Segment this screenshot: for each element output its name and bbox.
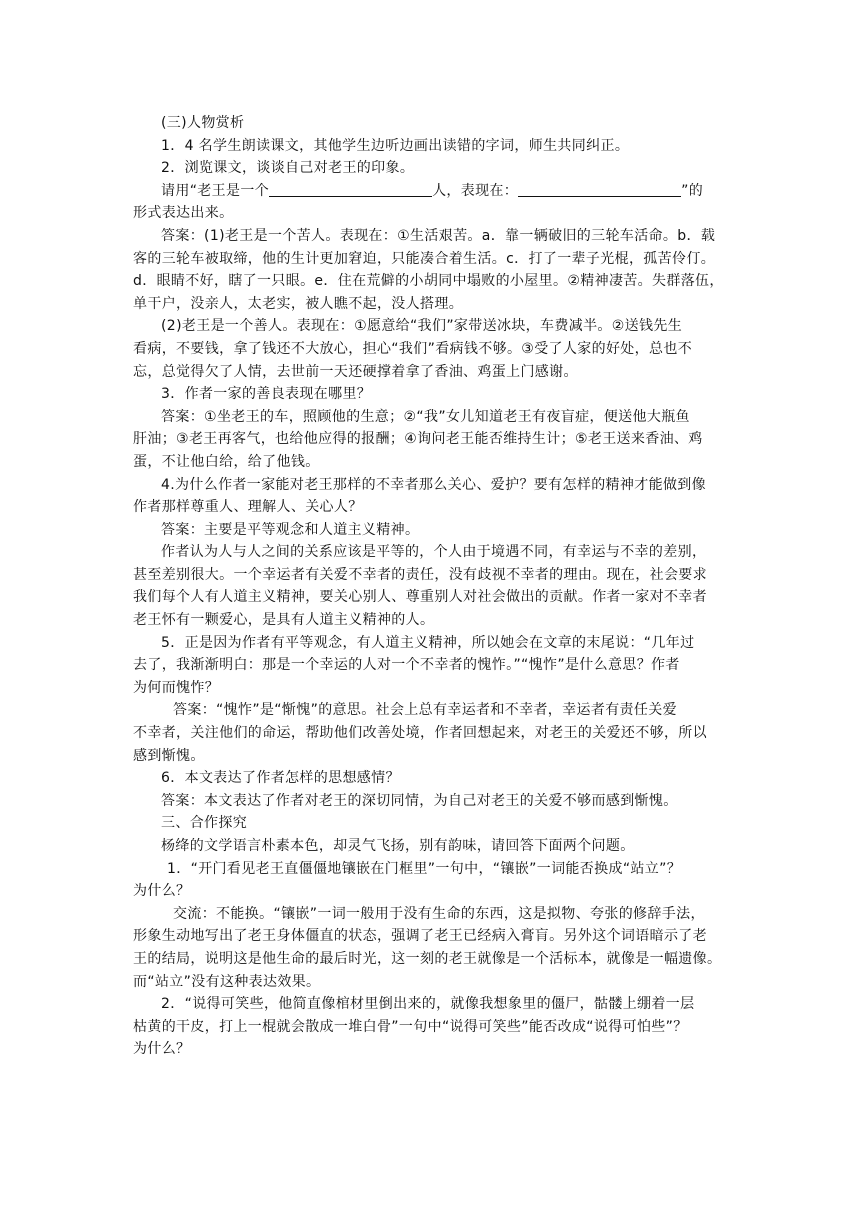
discussion-line: 交流：不能换。“镶嵌”一词一般用于没有生命的东西，这是拟物、夸张的修辞手法， [173, 905, 705, 922]
inquiry-question-2-cont: 为什么？ [133, 1041, 191, 1058]
answer-line: 不幸者，关注他们的命运，帮助他们改善处境，作者回想起来，对老王的关爱还不够，所以 [133, 725, 707, 742]
inquiry-question-2: 2．“说得可笑些，他简直像棺材里倒出来的，就像我想象里的僵尸，骷髅上绷着一层 [161, 996, 695, 1013]
answer-line: 答案：本文表达了作者对老王的深切同情，为自己对老王的关爱不够而感到惭愧。 [161, 792, 678, 809]
text-line: 形式表达出来。 [133, 205, 234, 222]
fill-middle: 人，表现在： [432, 182, 519, 199]
question-5-cont: 去了，我渐渐明白：那是一个幸运的人对一个不幸者的愧怍。”“愧怍”是什么意思？作者 [133, 657, 680, 674]
discussion-line: 而“站立”没有这种表达效果。 [133, 973, 321, 990]
question-4: 4.为什么作者一家能对老王那样的不幸者那么关心、爱护？要有怎样的精神才能做到像 [161, 476, 707, 493]
answer-line: 答案：主要是平等观念和人道主义精神。 [161, 521, 420, 538]
question-5: 5．正是因为作者有平等观念，有人道主义精神，所以她会在文章的末尾说：“几年过 [161, 634, 695, 651]
discussion-line: 王的结局，说明这是他生命的最后时光，这一刻的老王就像是一个活标本，就像是一幅遗像。 [133, 950, 722, 967]
answer-line: 甚至差别很大。一个幸运者有关爱不幸者的责任，没有歧视不幸者的理由。现在，社会要求 [133, 566, 707, 583]
answer-line: 客的三轮车被取缔，他的生计更加窘迫，只能凑合着生活。c．打了一辈子光棍，孤苦伶仃。 [133, 250, 716, 267]
blank-line-1 [269, 182, 432, 197]
inquiry-question-1-cont: 为什么？ [133, 883, 191, 900]
question-6: 6．本文表达了作者怎样的思想感情？ [161, 770, 400, 787]
question-2: 2．浏览课文，谈谈自己对老王的印象。 [161, 160, 415, 177]
answer-line: 我们每个人有人道主义精神，要关心别人、尊重别人对社会做出的贡献。作者一家对不幸者 [133, 589, 707, 606]
question-3: 3．作者一家的善良表现在哪里？ [161, 386, 372, 403]
answer-line: 作者认为人与人之间的关系应该是平等的，个人由于境遇不同，有幸运与不幸的差别， [161, 544, 707, 561]
answer-line: 肝油；③老王再客气，也给他应得的报酬；④询问老王能否维持生计；⑤老王送来香油、鸡 [133, 431, 703, 448]
inquiry-question-2-cont: 枯黄的干皮，打上一棍就会散成一堆白骨”一句中“说得可笑些”能否改成“说得可怕些”？ [133, 1018, 688, 1035]
answer-line: 答案：①坐老王的车，照顾他的生意；②“我”女儿知道老王有夜盲症，便送他大瓶鱼 [161, 408, 690, 425]
answer-line: 蛋，不让他白给，给了他钱。 [133, 453, 320, 470]
fill-prefix: 请用“老王是一个 [161, 182, 270, 199]
answer-line: 忘，总觉得欠了人情，去世前一天还硬撑着拿了香油、鸡蛋上门感谢。 [133, 363, 578, 380]
answer-line: 感到惭愧。 [133, 747, 205, 764]
fill-in-instruction [133, 180, 730, 203]
section-heading: (三)人物赏析 [161, 115, 245, 131]
blank-line-2 [518, 182, 681, 197]
answer-line: 答案：(1)老王是一个苦人。表现在：①生活艰苦。a．靠一辆破旧的三轮车活命。b．载 [161, 227, 716, 244]
answer-line: 答案：“愧怍”是“惭愧”的意思。社会上总有幸运者和不幸者，幸运者有责任关爱 [173, 702, 677, 719]
inquiry-question-1: 1．“开门看见老王直僵僵地镶嵌在门框里”一句中，“镶嵌”一词能否换成“站立”？ [167, 860, 682, 877]
intro-line: 杨绛的文学语言朴素本色，却灵气飞扬，别有韵味，请回答下面两个问题。 [161, 838, 635, 854]
question-5-cont: 为何而愧怍？ [133, 679, 220, 696]
answer-line: 单干户，没亲人，太老实，被人瞧不起，没人搭理。 [133, 295, 464, 312]
question-1: 1．4 名学生朗读课文，其他学生边听边画出读错的字词，师生共同纠正。 [161, 137, 630, 154]
answer-line: 看病，不要钱，拿了钱还不大放心，担心“我们”看病钱不够。③受了人家的好处，总也不 [133, 340, 693, 357]
document-body [133, 112, 730, 1061]
question-4-cont: 作者那样尊重人、理解人、关心人？ [133, 499, 363, 516]
discussion-line: 形象生动地写出了老王身体僵直的状态，强调了老王已经病入膏肓。另外这个词语暗示了老 [133, 928, 707, 945]
fill-suffix: ”的 [681, 182, 704, 199]
answer-line: 老王怀有一颗爱心，是具有人道主义精神的人。 [133, 612, 435, 629]
section-heading: 三、合作探究 [161, 815, 248, 832]
answer-line: (2)老王是一个善人。表现在：①愿意给“我们”家带送冰块，车费减半。②送钱先生 [161, 318, 683, 335]
answer-line: d．眼睛不好，瞎了一只眼。e．住在荒僻的小胡同中塌败的小屋里。②精神凄苦。失群落伍， [133, 273, 724, 290]
